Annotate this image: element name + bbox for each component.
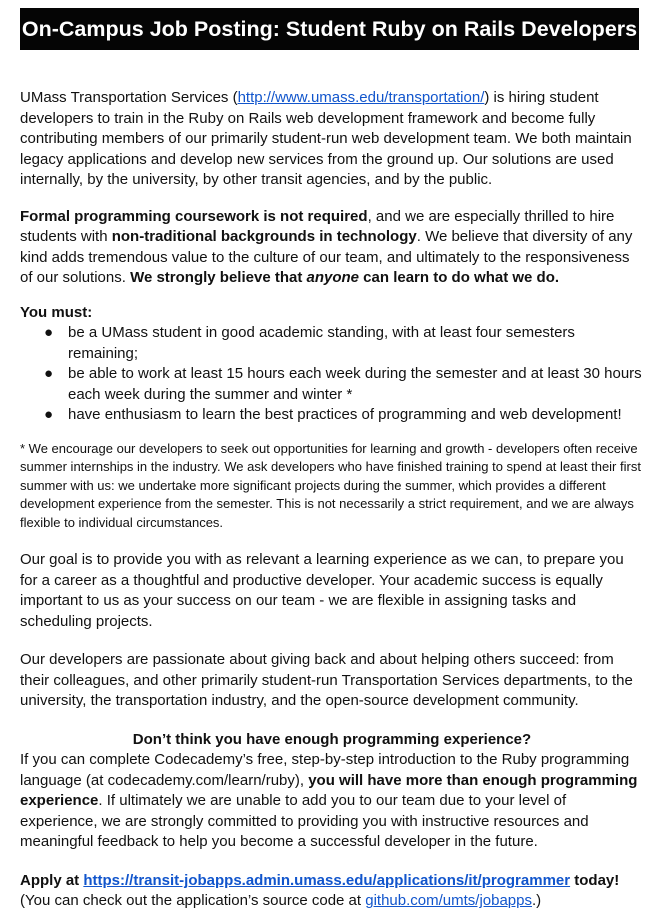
page-title: On-Campus Job Posting: Student Ruby on Rails Developers xyxy=(20,8,639,50)
apply-line: Apply at https://transit-jobapps.admin.umass.edu/applications/it/programmer today! xyxy=(20,871,620,889)
source-code-line: (You can check out the application’s source code at github.com/umts/jobapps.) xyxy=(20,892,542,910)
goal-paragraph: Our goal is to provide you with as relevant a learning experience as we can, to prepare you for a career as a thoughtful and productive developer. Your academic success is equally important to us as your success on our team - we are flexible in assigning tasks and scheduling projects. xyxy=(20,551,624,630)
source-code-link[interactable]: github.com/umts/jobapps xyxy=(365,892,532,910)
transportation-link[interactable]: http://www.umass.edu/transportation/ xyxy=(237,89,485,106)
experience-paragraph: If you can complete Codecademy’s free, step-by-step introduction to the Ruby programming language (at codecademy.com/learn/ruby), you will have more than enough programming experience. If ultimately we are unable to add you to our team due to your level of experience, we are strongly committed to providing you with instructive resources and meaningful feedback to help you become a successful developer in the future. xyxy=(20,751,638,851)
list-item: ● be able to work at least 15 hours each week during the semester and at least 30 hours each week during the summer and winter * xyxy=(44,365,642,403)
bullet-icon: ● xyxy=(44,406,54,423)
intro-paragraph: UMass Transportation Services (http://www.umass.edu/transportation/) is hiring student developers to train in the Ruby on Rails web development framework and become fully contributing members of our primarily student-run web development team. We both maintain legacy applications and develop new services from the ground up. Our solutions are used internally, by the university, by other transit agencies, and by the public. xyxy=(20,89,632,188)
community-paragraph: Our developers are passionate about giving back and about helping others succeed: from their colleagues, and other primarily student-run Transportation Services departments, to the university, the transportation industry, and the open-source development community. xyxy=(20,651,633,710)
apply-link[interactable]: https://transit-jobapps.admin.umass.edu/applications/it/programmer xyxy=(83,871,571,889)
list-item: ● be a UMass student in good academic standing, with at least four semesters remaining; xyxy=(44,324,575,362)
bullet-icon: ● xyxy=(44,365,54,382)
bullet-icon: ● xyxy=(44,324,54,341)
diversity-paragraph: Formal programming coursework is not required, and we are especially thrilled to hire students with non-traditional backgrounds in technology. We believe that diversity of any kind adds tremendous value to the culture of our team, and ultimately to the responsiveness of our solutions. We strongly believe that anyone can learn to do what we do. xyxy=(20,207,633,286)
list-item: ● have enthusiasm to learn the best practices of programming and web development! xyxy=(20,405,644,426)
posting-body xyxy=(20,88,644,912)
experience-heading: Don’t think you have enough programming experience? xyxy=(132,730,532,748)
requirements-heading: You must: xyxy=(20,303,93,321)
requirements-list xyxy=(20,323,644,426)
footnote: * We encourage our developers to seek out opportunities for learning and growth - developers often receive summer internships in the industry. We ask developers who have finished training to spend at least their first summer with us: we undertake more significant projects during the summer, which provides a different development experience from the semester. This is not necessarily a strict requirement, and we are always flexible to individual circumstances. xyxy=(20,440,641,530)
